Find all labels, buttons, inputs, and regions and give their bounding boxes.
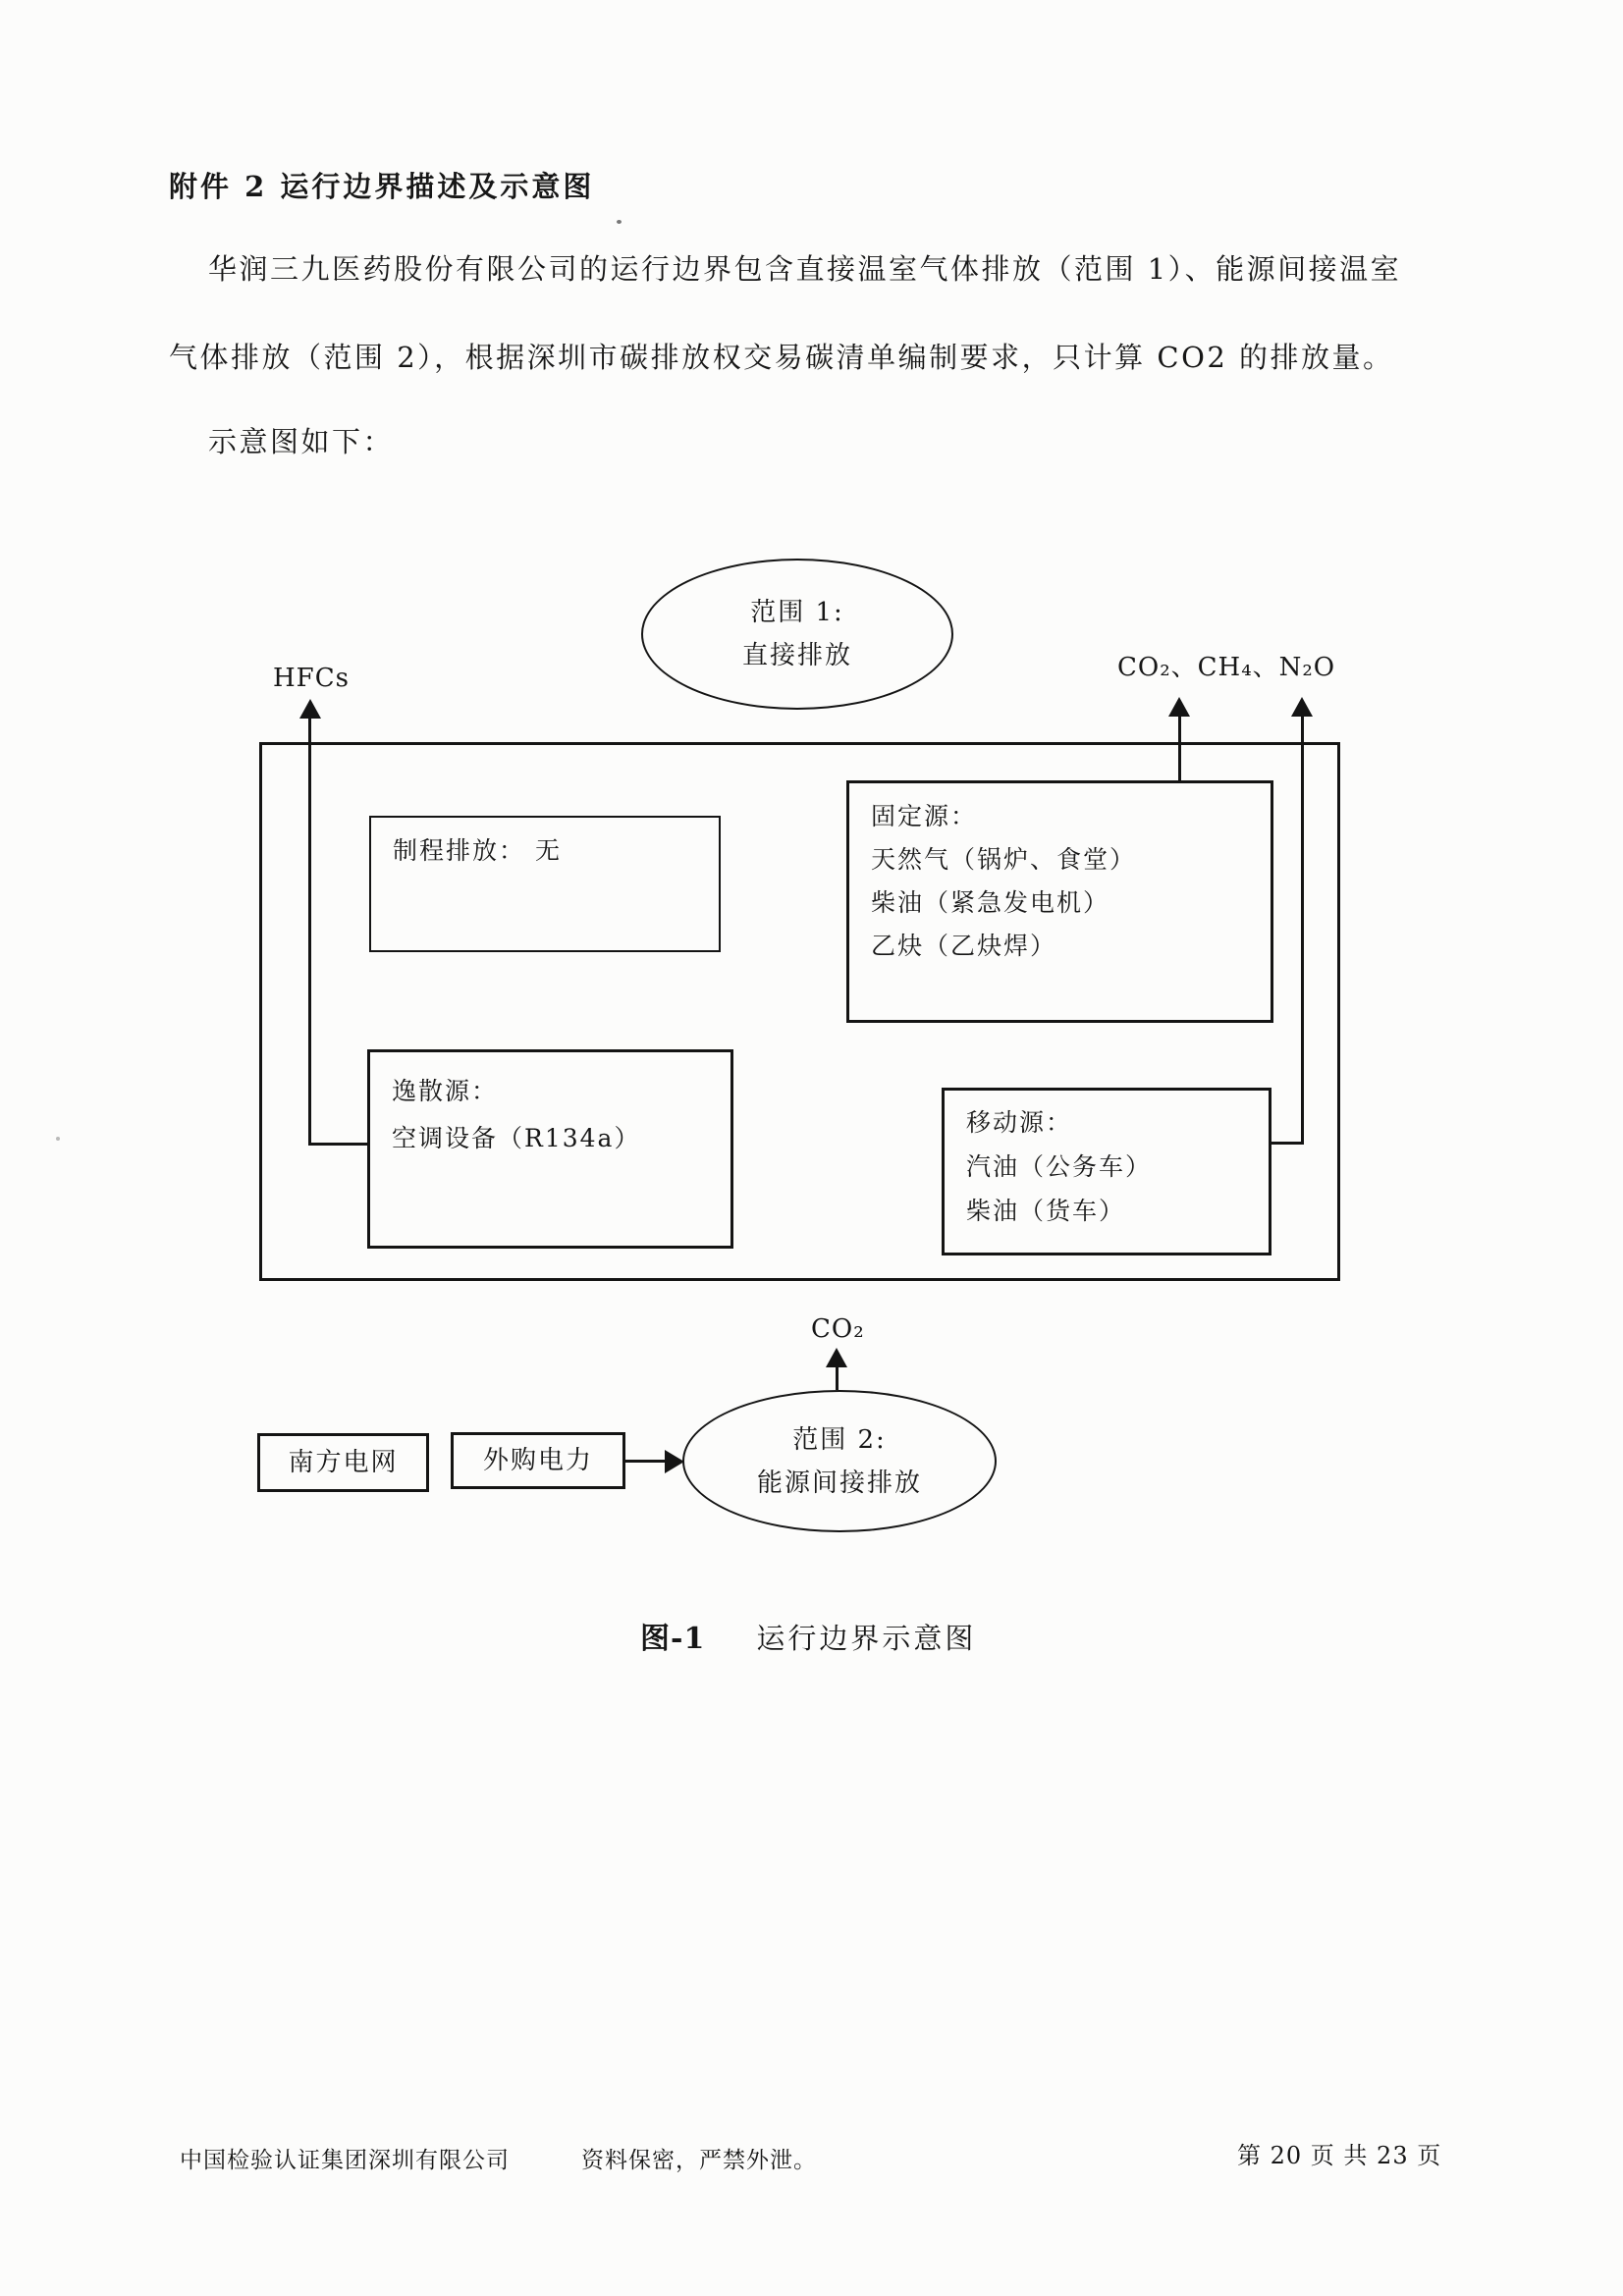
southern-grid-box xyxy=(257,1433,429,1492)
stationary-source-item: 柴油（紧急发电机） xyxy=(871,888,1110,917)
process-emissions-box xyxy=(369,816,721,952)
southern-grid-label: 南方电网 xyxy=(288,1448,399,1477)
figure-caption-number: 图-1 xyxy=(640,1622,706,1656)
mobile-source-item: 汽油（公务车） xyxy=(966,1152,1153,1181)
purchased-electricity-box xyxy=(451,1432,625,1489)
paragraph-line-1: 华润三九医药股份有限公司的运行边界包含直接温室气体排放（范围 1）、能源间接温室 xyxy=(208,252,1402,286)
scope2-ellipse-line2: 能源间接排放 xyxy=(756,1468,922,1498)
mobile-sources-box xyxy=(942,1088,1271,1255)
footer-company: 中国检验认证集团深圳有限公司 xyxy=(180,2148,510,2173)
scope2-co2-label: CO₂ xyxy=(811,1314,865,1344)
scope2-ellipse-line1: 范围 2: xyxy=(792,1424,887,1455)
footer-page-number: 第 20 页 共 23 页 xyxy=(1237,2142,1442,2169)
footer-confidentiality-notice: 资料保密，严禁外泄。 xyxy=(581,2148,817,2173)
fugitive-sources-title: 逸散源： xyxy=(392,1077,499,1105)
stationary-source-item: 乙炔（乙炔焊） xyxy=(871,932,1057,960)
scope1-ellipse xyxy=(641,559,953,710)
attachment-title: 附件 2 运行边界描述及示意图 xyxy=(169,170,595,203)
stationary-sources-title: 固定源： xyxy=(871,802,978,830)
scope1-ellipse-line1: 范围 1: xyxy=(750,598,844,627)
stationary-source-item: 天然气（锅炉、食堂） xyxy=(871,845,1137,874)
electricity-arrowhead-icon xyxy=(665,1450,684,1473)
scope2-ellipse xyxy=(682,1390,997,1532)
figure-caption-title: 运行边界示意图 xyxy=(756,1622,977,1655)
co2-arrowhead-icon xyxy=(1168,697,1190,717)
stationary-sources-box xyxy=(846,780,1273,1023)
scope2-arrowhead-icon xyxy=(826,1348,847,1367)
scope1-ellipse-line2: 直接排放 xyxy=(741,641,852,670)
electricity-arrow-line xyxy=(625,1460,667,1463)
n2o-arrowhead-icon xyxy=(1291,697,1313,717)
mobile-source-item: 柴油（货车） xyxy=(966,1197,1126,1225)
figure-caption xyxy=(640,1614,976,1657)
paragraph-line-3: 示意图如下： xyxy=(208,425,395,458)
fugitive-sources-box xyxy=(367,1049,733,1249)
hfcs-arrowhead-icon xyxy=(299,699,321,719)
fugitive-source-item: 空调设备（R134a） xyxy=(392,1124,641,1152)
paragraph-line-2: 气体排放（范围 2），根据深圳市碳排放权交易碳清单编制要求，只计算 CO2 的排放量。 xyxy=(169,341,1394,374)
scope2-arrow-line xyxy=(836,1366,839,1390)
hfcs-label: HFCs xyxy=(273,664,350,693)
mobile-sources-title: 移动源： xyxy=(966,1108,1073,1137)
process-emissions-text: 制程排放： 无 xyxy=(393,836,562,865)
scope1-gases-label: CO₂、CH₄、N₂O xyxy=(1117,653,1336,682)
purchased-electricity-label: 外购电力 xyxy=(482,1446,593,1475)
